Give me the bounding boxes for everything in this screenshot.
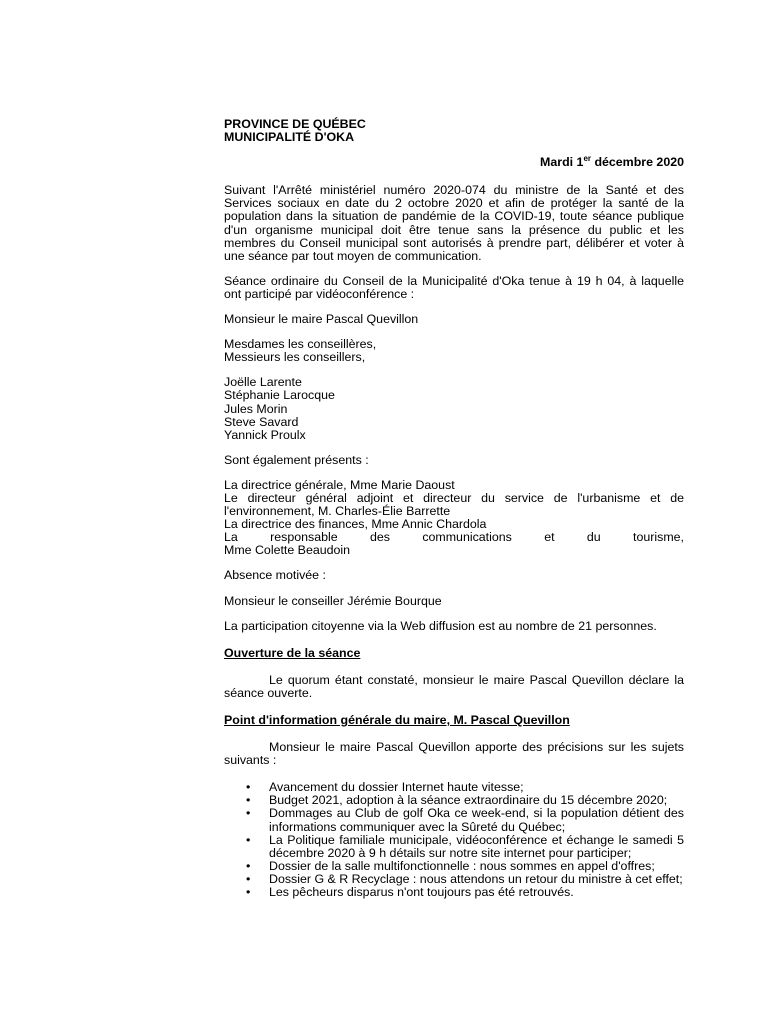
- comm-word: et: [544, 530, 555, 545]
- councillors-heading-line: Mesdames les conseillères,: [224, 337, 377, 352]
- list-item: • Dossier de la salle multifonctionnelle : nous sommes en appel d'offres;: [224, 860, 684, 873]
- list-item: • Dossier G & R Recyclage : nous attendons un retour du ministre à cet effet;: [224, 873, 684, 886]
- councillors-list: [224, 376, 684, 441]
- web-participation: La participation citoyenne via la Web diffusion est au nombre de 21 personnes.: [224, 618, 657, 633]
- finance-line: La directrice des finances, Mme Annic Chardola: [224, 517, 487, 532]
- councillors-heading: [224, 338, 684, 364]
- comm-word: tourisme,: [633, 530, 684, 545]
- comm-word: communications: [422, 530, 512, 545]
- comm-word: des: [370, 530, 390, 545]
- info-title: Point d'information générale du maire, M. Pascal Quevillon: [224, 713, 570, 727]
- intro-paragraph: Suivant l'Arrêté ministériel numéro 2020-074 du ministre de la Santé et des Services sociaux en date du 2 octobre 2020 et afin de protéger la santé de la population dans la situation de pandémie de la COVID-19, toute séance publique d'un organisme municipal doit être tenue sans la présence du public et les membres du Conseil municipal sont autorisés à prendre part, délibérer et voter à une séance par tout moyen de communication.: [224, 183, 684, 263]
- date-prefix: Mardi 1: [540, 155, 584, 170]
- dga-line: Le directeur général adjoint et directeur du service de l'urbanisme et de l'environnement, M. Charles-Élie Barrette: [224, 490, 684, 519]
- communications-name: Mme Colette Beaudoin: [224, 543, 351, 558]
- list-item: • Les pêcheurs disparus n'ont toujours pas été retrouvés.: [224, 886, 684, 899]
- absence-line: Monsieur le conseiller Jérémie Bourque: [224, 593, 442, 608]
- opening-title: Ouverture de la séance: [224, 645, 361, 660]
- absence-label: Absence motivée :: [224, 568, 326, 583]
- session-paragraph: Séance ordinaire du Conseil de la Municipalité d'Oka tenue à 19 h 04, à laquelle ont participé par vidéoconférence :: [224, 273, 684, 301]
- councillor-name: Yannick Proulx: [224, 427, 306, 442]
- councillors-heading-line: Messieurs les conseillers,: [224, 350, 366, 365]
- also-present-list: [224, 479, 684, 558]
- mayor-line: Monsieur le maire Pascal Quevillon: [224, 312, 419, 327]
- list-item: • Avancement du dossier Internet haute vitesse;: [224, 781, 684, 794]
- province-heading: PROVINCE DE QUÉBEC: [224, 117, 366, 131]
- comm-word: du: [586, 530, 601, 545]
- meeting-date: [224, 156, 684, 169]
- opening-text: Le quorum étant constaté, monsieur le maire Pascal Quevillon déclare la séance ouverte.: [224, 672, 684, 700]
- councillor-name: Jules Morin: [224, 401, 288, 416]
- councillor-name: Joëlle Larente: [224, 375, 302, 390]
- dg-line: La directrice générale, Mme Marie Daoust: [224, 477, 455, 492]
- councillor-name: Stéphanie Larocque: [224, 388, 335, 403]
- document-body: [224, 118, 684, 899]
- list-item: • Budget 2021, adoption à la séance extraordinaire du 15 décembre 2020;: [224, 794, 684, 807]
- date-superscript: er: [583, 154, 591, 164]
- municipality-heading: MUNICIPALITÉ D'OKA: [224, 130, 355, 145]
- list-item: • Dommages au Club de golf Oka ce week-end, si la population détient des informations communiquer avec la Sûreté du Québec;: [224, 807, 684, 833]
- comm-word: La: [224, 530, 238, 545]
- list-item: • La Politique familiale municipale, vidéoconférence et échange le samedi 5 décembre 2020 à 9 h détails sur notre site internet pour participer;: [224, 834, 684, 860]
- info-bullet-list: [224, 781, 684, 899]
- also-present-label: Sont également présents :: [224, 452, 369, 467]
- comm-word: responsable: [270, 530, 338, 545]
- councillor-name: Steve Savard: [224, 414, 299, 429]
- date-suffix: décembre 2020: [591, 155, 684, 170]
- info-text: Monsieur le maire Pascal Quevillon apporte des précisions sur les sujets suivants :: [224, 740, 684, 768]
